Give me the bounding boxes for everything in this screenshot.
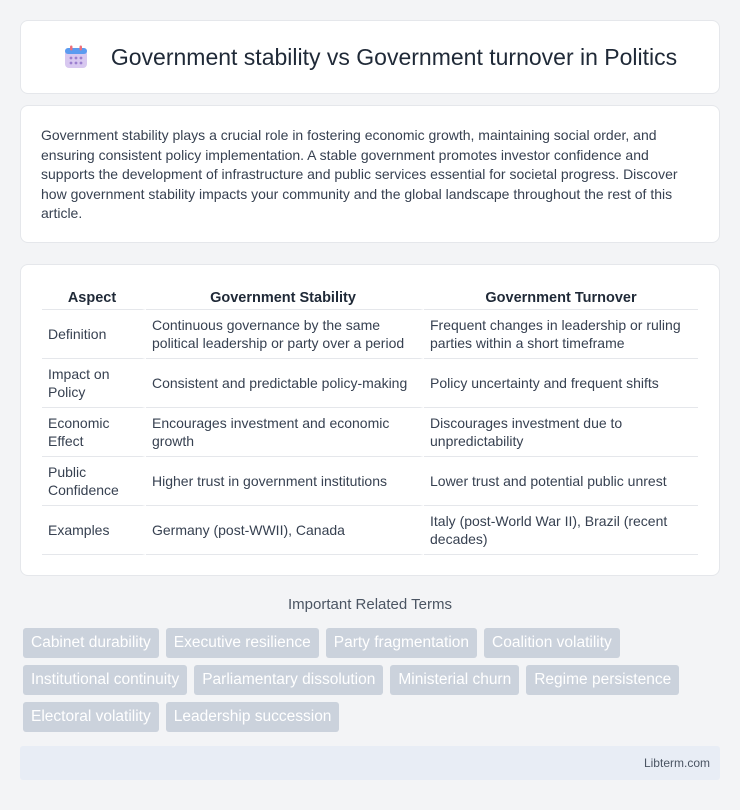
intro-paragraph: Government stability plays a crucial role in fostering economic growth, maintaining social order, and ensuring consistent policy implementation. A stable government promotes investor confidence and supports the development of infrastructure and public services essential for societal progress. Discover how government stability impacts your community and the global landscape throughout the rest of this article.	[41, 127, 678, 221]
related-term-tag[interactable]: Ministerial churn	[390, 665, 519, 695]
cell-stability: Higher trust in government institutions	[146, 457, 424, 506]
cell-turnover: Policy uncertainty and frequent shifts	[424, 359, 698, 408]
cell-aspect: Examples	[42, 506, 146, 555]
cell-turnover: Frequent changes in leadership or ruling parties within a short timeframe	[424, 310, 698, 359]
related-term-tag[interactable]: Regime persistence	[526, 665, 679, 695]
page-title: Government stability vs Government turnover in Politics	[110, 43, 678, 70]
related-term-tag[interactable]: Coalition volatility	[484, 628, 620, 658]
cell-aspect: Impact on Policy	[42, 359, 146, 408]
cell-aspect: Definition	[42, 310, 146, 359]
calendar-icon	[63, 44, 89, 70]
cell-stability: Germany (post-WWII), Canada	[146, 506, 424, 555]
cell-turnover: Italy (post-World War II), Brazil (recent decades)	[424, 506, 698, 555]
table-row	[42, 506, 698, 555]
related-term-tag[interactable]: Institutional continuity	[23, 665, 187, 695]
cell-turnover: Discourages investment due to unpredictability	[424, 408, 698, 457]
cell-aspect: Economic Effect	[42, 408, 146, 457]
header-government-stability: Government Stability	[146, 286, 424, 310]
footer-site-link[interactable]: Libterm.com	[643, 756, 710, 770]
cell-stability: Continuous governance by the same political leadership or party over a period	[146, 310, 424, 359]
table-row	[42, 359, 698, 408]
intro-card	[20, 105, 720, 243]
header-government-turnover: Government Turnover	[424, 286, 698, 310]
header-aspect: Aspect	[42, 286, 146, 310]
cell-aspect: Public Confidence	[42, 457, 146, 506]
related-term-tag[interactable]: Leadership succession	[166, 702, 340, 732]
comparison-table-card	[20, 264, 720, 576]
cell-stability: Consistent and predictable policy-making	[146, 359, 424, 408]
table-row	[42, 408, 698, 457]
table-row	[42, 457, 698, 506]
comparison-table	[42, 286, 698, 555]
related-term-tag[interactable]: Cabinet durability	[23, 628, 159, 658]
cell-turnover: Lower trust and potential public unrest	[424, 457, 698, 506]
related-term-tag[interactable]: Electoral volatility	[23, 702, 159, 732]
related-term-tag[interactable]: Party fragmentation	[326, 628, 477, 658]
cell-stability: Encourages investment and economic growth	[146, 408, 424, 457]
header-card	[20, 20, 720, 94]
related-term-tag[interactable]: Parliamentary dissolution	[194, 665, 383, 695]
table-header-row	[42, 286, 698, 310]
related-terms-title: Important Related Terms	[288, 596, 452, 613]
related-term-tag[interactable]: Executive resilience	[166, 628, 319, 658]
related-terms-list	[23, 628, 723, 732]
footer	[20, 746, 720, 780]
table-row	[42, 310, 698, 359]
